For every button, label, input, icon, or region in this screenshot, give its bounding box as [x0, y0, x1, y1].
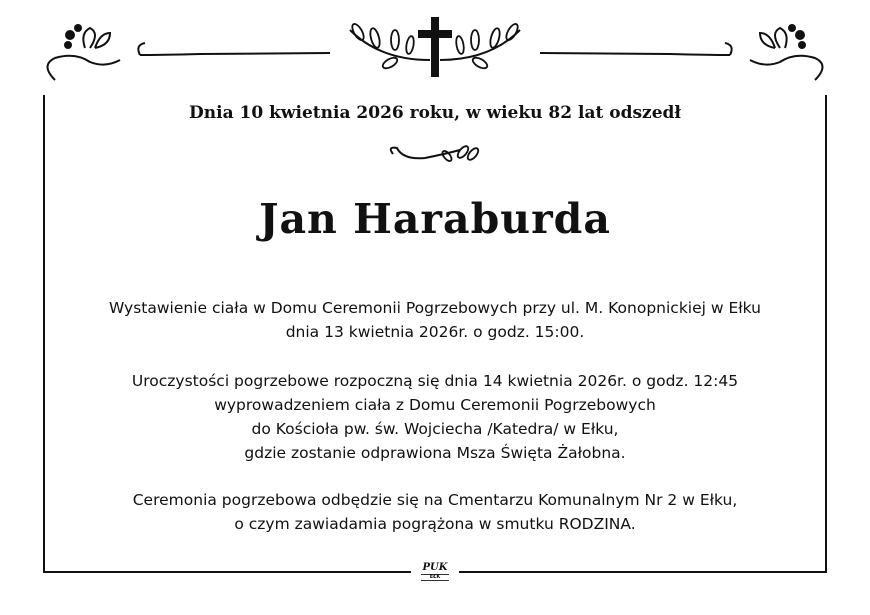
- frame-bottom-border-left: [43, 571, 411, 573]
- text-line: Uroczystości pogrzebowe rozpoczną się dnia 14 kwietnia 2026r. o godz. 12:45: [131, 372, 739, 390]
- puk-logo: [417, 563, 453, 581]
- leaf-divider-icon: [385, 142, 485, 166]
- text-line: Ceremonia pogrzebowa odbędzie się na Cmentarzu Komunalnym Nr 2 w Ełku,: [132, 491, 738, 509]
- text-line: do Kościoła pw. św. Wojciecha /Katedra/ w Ełku,: [251, 420, 619, 438]
- text-line: wyprowadzeniem ciała z Domu Ceremonii Pogrzebowych: [214, 396, 656, 414]
- viewing-paragraph: [0, 296, 870, 344]
- right-flourish-icon: [540, 25, 823, 80]
- burial-paragraph: [0, 488, 870, 536]
- text-line: dnia 13 kwietnia 2026r. o godz. 15:00.: [285, 323, 585, 341]
- logo-title: PUK: [422, 562, 448, 573]
- cross-wreath-icon: [350, 17, 520, 77]
- left-flourish-icon: [48, 25, 331, 80]
- text-line: gdzie zostanie odprawiona Msza Święta Żałobna.: [244, 444, 626, 462]
- text-line: o czym zawiadamia pogrążona w smutku RODZINA.: [234, 515, 636, 533]
- date-line: Dnia 10 kwietnia 2026 roku, w wieku 82 lat odszedł: [189, 103, 681, 123]
- top-ornament: [0, 0, 870, 95]
- logo-subtitle: EŁK: [421, 574, 449, 581]
- text-line: Wystawienie ciała w Domu Ceremonii Pogrzebowych przy ul. M. Konopnickiej w Ełku: [108, 299, 761, 317]
- ceremony-paragraph: [0, 369, 870, 465]
- frame-bottom-border-right: [459, 571, 827, 573]
- deceased-name: Jan Haraburda: [259, 195, 611, 243]
